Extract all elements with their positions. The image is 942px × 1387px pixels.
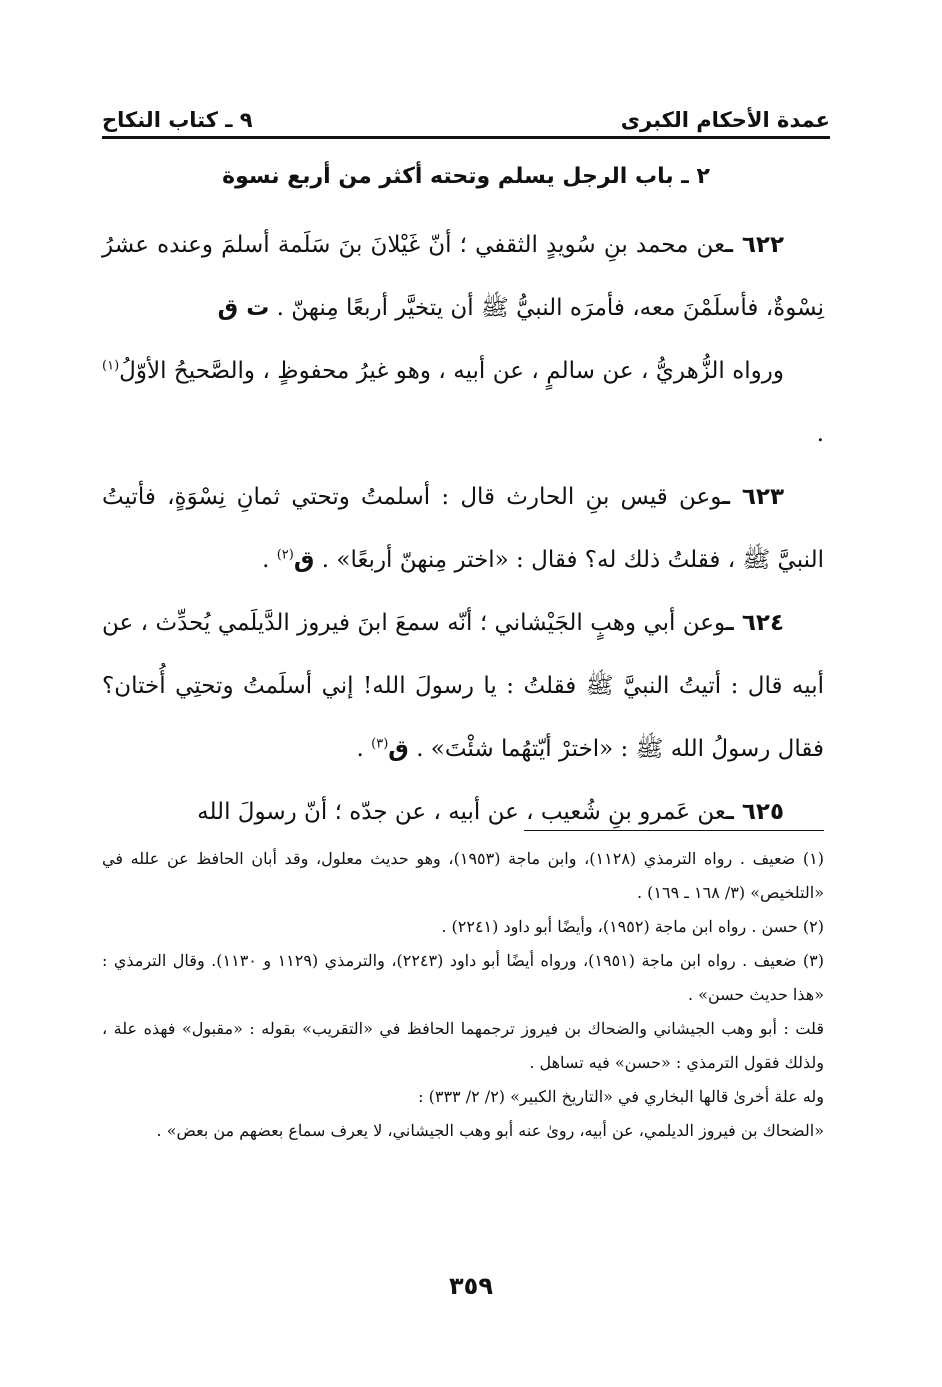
footnote-1: (١) ضعيف . رواه الترمذي (١١٢٨)، وابن ماجة (١٩٥٣)، وهو حديث معلول، وقد أبان الحافظ عن علله في «التلخيص» (٣/ ١٦٨ ـ ١٦٩) . [102, 849, 824, 902]
source-mark: ق [388, 736, 409, 762]
hadith-number: ٦٢٢ ـ [725, 232, 784, 258]
main-text [102, 214, 824, 844]
footnote-2: (٢) حسن . رواه ابن ماجة (١٩٥٢)، وأيضًا أبو داود (٢٢٤١) . [441, 917, 824, 936]
hadith-text: ورواه الزُّهريُّ ، عن سالمٍ ، عن أبيه ، وهو غيرُ محفوظٍ ، والصَّحيحُ الأوّلُ [119, 358, 784, 384]
footnote-ref: (١) [102, 358, 120, 374]
hadith-number: ٦٢٣ ـ [722, 484, 785, 510]
chapter-label: ٩ ـ كتاب النكاح [102, 108, 253, 132]
footnote-quote: «الضحاك بن فيروز الديلمي، عن أبيه، روىٰ عنه أبو وهب الجيشاني، لا يعرف سماع بعضهم من بعض» . [156, 1121, 824, 1140]
hadith-text: وعن أبي وهبٍ الجَيْشاني ؛ أنّه سمعَ ابنَ فيروز الدَّيلَمي يُحدِّث ، عن أبيه قال : أتيتُ النبيَّ ﷺ فقلتُ : يا رسولَ الله! إني أسلَمتُ وتحتِي أُختان؟ فقال رسولُ الله ﷺ : «اخترْ أيّتهُما شئْتَ» . [102, 610, 824, 762]
hadith-number: ٦٢٥ ـ [726, 799, 784, 825]
book-title: عمدة الأحكام الكبرى [620, 108, 830, 132]
hadith-text: عن عَمرو بنِ شُعيب ، عن أبيه ، عن جدّه ؛ أنّ رسولَ الله [197, 799, 726, 825]
source-mark: ق [293, 547, 315, 573]
hadith-text: عن محمد بنِ سُويدٍ الثقفي ؛ أنّ غَيْلانَ بنَ سَلَمة أسلمَ وعنده عشرُ نِسْوةٌ، فأسلَمْنَ معه، فأمرَه النبيُّ ﷺ أن يتخيَّر أربعًا مِنهنّ . [102, 232, 824, 321]
page-number: ٣٥٩ [449, 1272, 493, 1300]
hadith-text: وعن قيس بنِ الحارث قال : أسلمتُ وتحتي ثمانِ نِسْوَةٍ، فأتيتُ النبيَّ ﷺ ، فقلتُ ذلك له؟ فقال : «اختر مِنهنّ أربعًا» . [102, 484, 824, 573]
footnote-3: (٣) ضعيف . رواه ابن ماجة (١٩٥١)، ورواه أيضًا أبو داود (٢٢٤٣)، والترمذي (١١٢٩ و ١١٣٠). وقال الترمذي : «هذا حديث حسن» . [102, 951, 825, 1004]
hadith-623: ٦٢٣ ـوعن قيس بنِ الحارث قال : أسلمتُ وتحتي ثمانِ نِسْوَةٍ، فأتيتُ النبيَّ ﷺ ، فقلتُ ذلك له؟ فقال : «اختر مِنهنّ أربعًا» . ق$^{(٢)}$ . [102, 484, 824, 573]
header-rule [102, 136, 830, 139]
footnote-comment: قلت : أبو وهب الجيشاني والضحاك بن فيروز ترجمهما الحافظ في «التقريب» بقوله : «مقبول» فهذه علة ، ولذلك فقول الترمذي : «حسن» فيه تساهل . [102, 1019, 824, 1072]
hadith-622-note: ورواه الزُّهريُّ ، عن سالمٍ ، عن أبيه ، وهو غيرُ محفوظٍ ، والصَّحيحُ الأوّلُ$^{(١)}$ . [102, 358, 824, 447]
hadith-622 [102, 214, 824, 340]
hadith-625 [102, 781, 824, 844]
hadith-624: ٦٢٤ ـوعن أبي وهبٍ الجَيْشاني ؛ أنّه سمعَ ابنَ فيروز الدَّيلَمي يُحدِّث ، عن أبيه قال : أتيتُ النبيَّ ﷺ فقلتُ : يا رسولَ الله! إني أسلَمتُ وتحتِي أُختان؟ فقال رسولُ الله ﷺ : «اخترْ أيّتهُما شئْتَ» . ق$^{(٣)}$ . [102, 610, 824, 762]
source-mark: ت ق [217, 295, 270, 321]
section-title: ٢ ـ باب الرجل يسلم وتحته أكثر من أربع نسوة [222, 164, 710, 189]
footnote-ref: (٢) [276, 547, 294, 563]
footnotes [102, 842, 824, 1148]
footnote-ref: (٣) [371, 736, 389, 752]
footnote-rule [524, 830, 824, 831]
running-header [102, 92, 830, 132]
hadith-number: ٦٢٤ ـ [725, 610, 784, 636]
footnote-comment: وله علة أخرىٰ قالها البخاري في «التاريخ الكبير» (٢/ ٢/ ٣٣٣) : [418, 1087, 824, 1106]
